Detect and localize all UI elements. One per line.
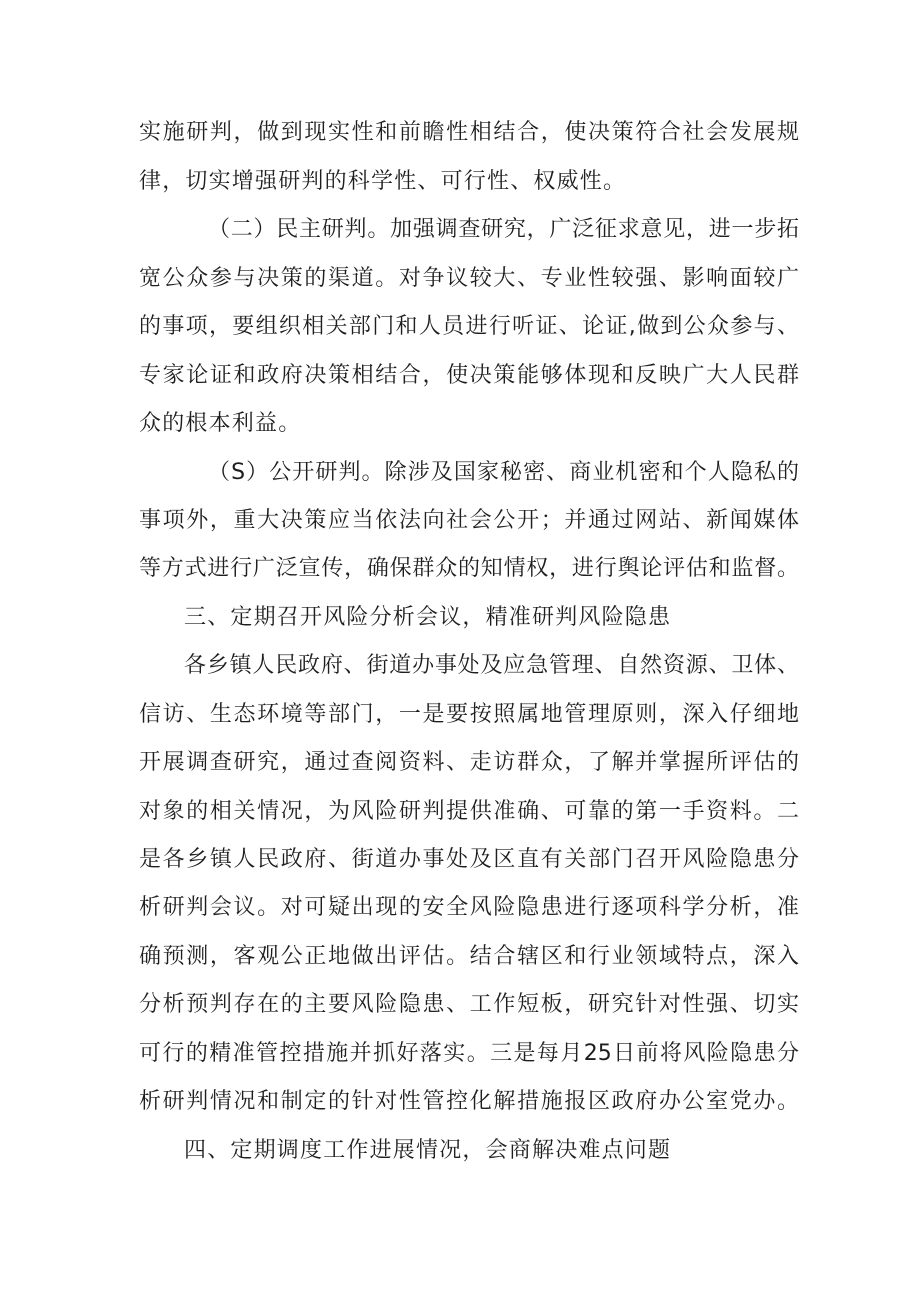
text-line: 对象的相关情况，为风险研判提供准确、可靠的第一手资料。二	[139, 799, 799, 824]
text-line: 专家论证和政府决策相结合，使决策能够体现和反映广大人民群	[139, 363, 799, 388]
text-line: 析研判会议。对可疑出现的安全风险隐患进行逐项科学分析，准	[139, 895, 799, 920]
text-line: 开展调查研究，通过查阅资料、走访群众，了解并掌握所评估的	[139, 750, 799, 775]
section-heading-three: 三、定期召开风险分析会议，精准研判风险隐患	[184, 605, 672, 630]
text-line: 信访、生态环境等部门，一是要按照属地管理原则，深入仔细地	[139, 702, 799, 727]
text-line: 律，切实增强研判的科学性、可行性、权威性。	[139, 169, 627, 194]
text-line: 析研判情况和制定的针对性管控化解措施报区政府办公室党办。	[139, 1089, 799, 1114]
section-heading-four: 四、定期调度工作进展情况，会商解决难点问题	[184, 1138, 672, 1163]
text-line: 事项外，重大决策应当依法向社会公开；并通过网站、新闻媒体	[139, 508, 799, 533]
text-line: 宽公众参与决策的渠道。对争议较大、专业性较强、影响面较广	[139, 266, 799, 291]
text-line: 分析预判存在的主要风险隐患、工作短板，研究针对性强、切实	[139, 992, 799, 1017]
text-line: 可行的精准管控措施并抓好落实。三是每月25日前将风险隐患分	[139, 1041, 799, 1066]
text-line: 确预测，客观公正地做出评估。结合辖区和行业领域特点，深入	[139, 944, 799, 969]
text-line: 众的根本利益。	[139, 411, 302, 436]
text-line: 各乡镇人民政府、街道办事处及应急管理、自然资源、卫体、	[184, 653, 799, 678]
section-heading-democratic-judgment: （二）民主研判。加强调查研究，广泛征求意见，进一步拓	[208, 217, 799, 242]
section-heading-public-judgment: （S）公开研判。除涉及国家秘密、商业机密和个人隐私的	[208, 460, 799, 485]
text-line: 等方式进行广泛宣传，确保群众的知情权，进行舆论评估和监督。	[139, 556, 799, 581]
text-line: 实施研判，做到现实性和前瞻性相结合，使决策符合社会发展规	[139, 120, 799, 145]
text-line: 的事项，要组织相关部门和人员进行听证、论证,做到公众参与、	[139, 314, 799, 339]
text-line: 是各乡镇人民政府、街道办事处及区直有关部门召开风险隐患分	[139, 847, 799, 872]
